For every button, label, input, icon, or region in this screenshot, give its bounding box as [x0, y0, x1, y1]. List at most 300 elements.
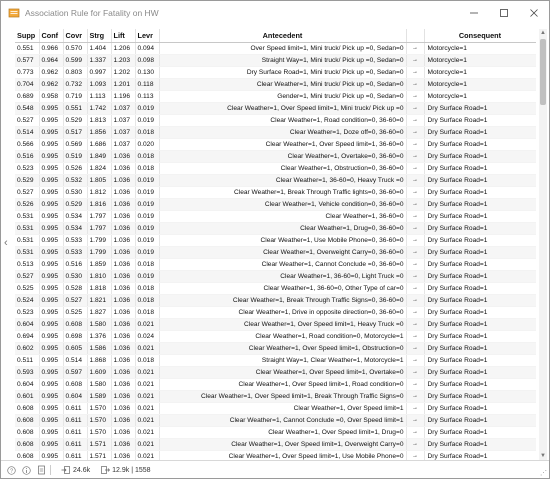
table-row[interactable]: [15, 403, 536, 415]
cell-conf: 0.995: [39, 259, 63, 271]
cell-lift: 1.202: [111, 67, 135, 79]
cell-levr: 0.021: [135, 451, 159, 461]
table-row[interactable]: [15, 379, 536, 391]
arrow-icon: →: [406, 427, 424, 439]
cell-strg: 1.797: [87, 211, 111, 223]
table-row[interactable]: [15, 55, 536, 67]
cell-lift: 1.036: [111, 163, 135, 175]
cell-strg: 1.580: [87, 319, 111, 331]
table-row[interactable]: [15, 367, 536, 379]
cell-supp: 0.511: [15, 355, 39, 367]
cell-levr: 0.019: [135, 175, 159, 187]
cell-covr: 0.611: [63, 415, 87, 427]
cell-strg: 1.813: [87, 115, 111, 127]
cell-levr: 0.019: [135, 235, 159, 247]
rules-table-container: [15, 29, 536, 460]
cell-consequent: Dry Surface Road=1: [424, 115, 536, 127]
cell-supp: 0.608: [15, 451, 39, 461]
info-icon[interactable]: [22, 466, 31, 475]
column-header-lift[interactable]: Lift: [111, 29, 135, 43]
cell-lift: 1.036: [111, 187, 135, 199]
arrow-icon: →: [406, 91, 424, 103]
cell-levr: 0.021: [135, 319, 159, 331]
cell-levr: 0.021: [135, 379, 159, 391]
cell-lift: 1.036: [111, 295, 135, 307]
cell-antecedent: Clear Weather=1, Break Through Traffic Signs=0, 36-60=0: [159, 295, 406, 307]
table-row[interactable]: [15, 355, 536, 367]
cell-levr: 0.021: [135, 427, 159, 439]
cell-levr: 0.019: [135, 211, 159, 223]
table-row[interactable]: [15, 451, 536, 461]
cell-strg: 1.571: [87, 451, 111, 461]
arrow-icon: →: [406, 175, 424, 187]
input-icon: [61, 465, 71, 475]
cell-supp: 0.704: [15, 79, 39, 91]
cell-conf: 0.995: [39, 199, 63, 211]
cell-levr: 0.018: [135, 163, 159, 175]
cell-consequent: Dry Surface Road=1: [424, 451, 536, 461]
arrow-icon: →: [406, 271, 424, 283]
arrow-icon: →: [406, 211, 424, 223]
arrow-icon: →: [406, 415, 424, 427]
cell-consequent: Dry Surface Road=1: [424, 367, 536, 379]
cell-lift: 1.036: [111, 427, 135, 439]
cell-antecedent: Clear Weather=1, Over Speed limit=1, 36-60=0: [159, 139, 406, 151]
cell-supp: 0.601: [15, 391, 39, 403]
status-separator: [50, 465, 51, 475]
cell-strg: 1.376: [87, 331, 111, 343]
cell-strg: 1.810: [87, 271, 111, 283]
cell-levr: 0.019: [135, 199, 159, 211]
cell-levr: 0.018: [135, 259, 159, 271]
table-row[interactable]: [15, 91, 536, 103]
cell-lift: 1.036: [111, 175, 135, 187]
cell-covr: 0.719: [63, 91, 87, 103]
scroll-up-icon[interactable]: ▲: [540, 30, 546, 36]
cell-supp: 0.604: [15, 319, 39, 331]
cell-antecedent: Clear Weather=1, 36-60=0, Light Truck =0: [159, 271, 406, 283]
cell-levr: 0.118: [135, 79, 159, 91]
cell-levr: 0.019: [135, 271, 159, 283]
table-row[interactable]: [15, 115, 536, 127]
cell-supp: 0.602: [15, 343, 39, 355]
arrow-icon: →: [406, 451, 424, 461]
table-row[interactable]: [15, 271, 536, 283]
cell-conf: 0.995: [39, 415, 63, 427]
cell-antecedent: Clear Weather=1, Over Speed limit=1, Drug=0: [159, 427, 406, 439]
cell-covr: 0.525: [63, 307, 87, 319]
cell-strg: 1.570: [87, 415, 111, 427]
cell-antecedent: Clear Weather=1, Use Mobile Phone=0, 36-60=0: [159, 235, 406, 247]
cell-covr: 0.569: [63, 139, 87, 151]
cell-conf: 0.995: [39, 163, 63, 175]
cell-antecedent: Clear Weather=1, Drug=0, 36-60=0: [159, 223, 406, 235]
cell-supp: 0.525: [15, 283, 39, 295]
cell-antecedent: Clear Weather=1, Road condition=0, 36-60=0: [159, 115, 406, 127]
cell-levr: 0.019: [135, 115, 159, 127]
cell-supp: 0.531: [15, 235, 39, 247]
cell-lift: 1.036: [111, 319, 135, 331]
cell-lift: 1.036: [111, 151, 135, 163]
cell-lift: 1.036: [111, 247, 135, 259]
cell-antecedent: Clear Weather=1, Vehicle condition=0, 36-60=0: [159, 199, 406, 211]
column-header-antecedent[interactable]: Antecedent: [159, 29, 406, 43]
cell-covr: 0.528: [63, 283, 87, 295]
rules-table: [15, 29, 536, 460]
cell-consequent: Dry Surface Road=1: [424, 187, 536, 199]
cell-covr: 0.532: [63, 175, 87, 187]
cell-lift: 1.196: [111, 91, 135, 103]
cell-antecedent: Clear Weather=1, Cannot Conclude =0, 36-60=0: [159, 259, 406, 271]
cell-covr: 0.530: [63, 187, 87, 199]
cell-levr: 0.019: [135, 247, 159, 259]
arrow-icon: →: [406, 391, 424, 403]
table-row[interactable]: [15, 247, 536, 259]
table-row[interactable]: [15, 427, 536, 439]
cell-supp: 0.689: [15, 91, 39, 103]
cell-supp: 0.548: [15, 103, 39, 115]
cell-strg: 1.816: [87, 199, 111, 211]
table-row[interactable]: [15, 391, 536, 403]
arrow-icon: →: [406, 379, 424, 391]
cell-covr: 0.516: [63, 259, 87, 271]
column-header-consequent[interactable]: Consequent: [424, 29, 536, 43]
arrow-icon: →: [406, 403, 424, 415]
cell-covr: 0.732: [63, 79, 87, 91]
table-row[interactable]: [15, 343, 536, 355]
cell-levr: 0.019: [135, 223, 159, 235]
arrow-icon: →: [406, 79, 424, 91]
cell-covr: 0.599: [63, 55, 87, 67]
cell-strg: 1.570: [87, 427, 111, 439]
cell-covr: 0.611: [63, 439, 87, 451]
table-row[interactable]: [15, 211, 536, 223]
cell-conf: 0.962: [39, 67, 63, 79]
column-header-levr[interactable]: Levr: [135, 29, 159, 43]
table-row[interactable]: [15, 259, 536, 271]
cell-conf: 0.995: [39, 151, 63, 163]
cell-antecedent: Clear Weather=1, Over Speed limit=1, Road condition=0: [159, 379, 406, 391]
cell-supp: 0.608: [15, 439, 39, 451]
cell-lift: 1.037: [111, 127, 135, 139]
cell-covr: 0.534: [63, 223, 87, 235]
cell-conf: 0.966: [39, 43, 63, 55]
table-row[interactable]: [15, 67, 536, 79]
cell-lift: 1.036: [111, 403, 135, 415]
cell-covr: 0.698: [63, 331, 87, 343]
cell-conf: 0.995: [39, 307, 63, 319]
cell-strg: 1.570: [87, 403, 111, 415]
table-row[interactable]: [15, 199, 536, 211]
cell-covr: 0.604: [63, 391, 87, 403]
cell-strg: 1.686: [87, 139, 111, 151]
table-row[interactable]: [15, 163, 536, 175]
cell-supp: 0.513: [15, 259, 39, 271]
cell-lift: 1.036: [111, 379, 135, 391]
table-row[interactable]: [15, 187, 536, 199]
svg-text:?: ?: [9, 468, 14, 474]
cell-covr: 0.519: [63, 151, 87, 163]
cell-levr: 0.021: [135, 343, 159, 355]
cell-conf: 0.995: [39, 427, 63, 439]
arrow-icon: →: [406, 67, 424, 79]
collapse-panel-icon[interactable]: ‹: [4, 237, 8, 249]
cell-lift: 1.037: [111, 103, 135, 115]
cell-consequent: Dry Surface Road=1: [424, 439, 536, 451]
cell-levr: 0.021: [135, 403, 159, 415]
table-row[interactable]: [15, 139, 536, 151]
cell-lift: 1.036: [111, 331, 135, 343]
cell-consequent: Motorcycle=1: [424, 43, 536, 55]
cell-levr: 0.021: [135, 439, 159, 451]
cell-antecedent: Clear Weather=1, Drive in opposite direction=0, 36-60=0: [159, 307, 406, 319]
cell-consequent: Motorcycle=1: [424, 79, 536, 91]
cell-antecedent: Straight Way=1, Clear Weather=1, Motorcycle=1: [159, 355, 406, 367]
help-icon[interactable]: [7, 466, 16, 475]
cell-antecedent: Straight Way=1, Mini truck/ Pick up =0, Sedan=0: [159, 55, 406, 67]
cell-covr: 0.570: [63, 43, 87, 55]
cell-levr: 0.094: [135, 43, 159, 55]
maximize-button[interactable]: [489, 1, 519, 25]
table-row[interactable]: [15, 307, 536, 319]
table-row[interactable]: [15, 331, 536, 343]
cell-levr: 0.019: [135, 103, 159, 115]
cell-antecedent: Clear Weather=1, Doze off=0, 36-60=0: [159, 127, 406, 139]
cell-covr: 0.514: [63, 355, 87, 367]
cell-conf: 0.995: [39, 115, 63, 127]
arrow-icon: →: [406, 295, 424, 307]
cell-supp: 0.608: [15, 403, 39, 415]
cell-strg: 1.849: [87, 151, 111, 163]
table-row[interactable]: [15, 79, 536, 91]
cell-lift: 1.036: [111, 415, 135, 427]
cell-conf: 0.995: [39, 223, 63, 235]
cell-consequent: Dry Surface Road=1: [424, 343, 536, 355]
cell-strg: 1.799: [87, 247, 111, 259]
cell-antecedent: Over Speed limit=1, Mini truck/ Pick up =0, Sedan=0: [159, 43, 406, 55]
cell-covr: 0.533: [63, 247, 87, 259]
cell-consequent: Dry Surface Road=1: [424, 319, 536, 331]
cell-supp: 0.531: [15, 211, 39, 223]
cell-conf: 0.995: [39, 139, 63, 151]
scroll-down-icon[interactable]: ▼: [540, 453, 546, 459]
table-row[interactable]: [15, 319, 536, 331]
cell-covr: 0.529: [63, 115, 87, 127]
cell-consequent: Dry Surface Road=1: [424, 103, 536, 115]
cell-strg: 1.805: [87, 175, 111, 187]
cell-supp: 0.527: [15, 187, 39, 199]
cell-strg: 1.868: [87, 355, 111, 367]
table-row[interactable]: [15, 295, 536, 307]
arrow-icon: →: [406, 259, 424, 271]
cell-consequent: Dry Surface Road=1: [424, 139, 536, 151]
cell-supp: 0.566: [15, 139, 39, 151]
arrow-icon: →: [406, 199, 424, 211]
cell-lift: 1.203: [111, 55, 135, 67]
cell-supp: 0.531: [15, 223, 39, 235]
cell-conf: 0.995: [39, 283, 63, 295]
cell-levr: 0.018: [135, 307, 159, 319]
output-size: 12.9k | 1558: [112, 466, 151, 474]
cell-antecedent: Gender=1, Mini truck/ Pick up =0, Sedan=0: [159, 91, 406, 103]
cell-strg: 1.799: [87, 235, 111, 247]
minimize-button[interactable]: [459, 1, 489, 25]
cell-levr: 0.019: [135, 187, 159, 199]
cell-antecedent: Clear Weather=1, Road condition=0, Motorcycle=1: [159, 331, 406, 343]
column-header-covr[interactable]: Covr: [63, 29, 87, 43]
table-row[interactable]: [15, 175, 536, 187]
cell-lift: 1.036: [111, 235, 135, 247]
cell-antecedent: Clear Weather=1, Obstruction=0, 36-60=0: [159, 163, 406, 175]
cell-antecedent: Clear Weather=1, Over Speed limit=1, Overweight Carry=0: [159, 439, 406, 451]
cell-lift: 1.036: [111, 271, 135, 283]
cell-supp: 0.551: [15, 43, 39, 55]
arrow-icon: →: [406, 439, 424, 451]
table-row[interactable]: [15, 439, 536, 451]
cell-covr: 0.611: [63, 427, 87, 439]
cell-supp: 0.524: [15, 295, 39, 307]
cell-lift: 1.036: [111, 199, 135, 211]
cell-antecedent: Clear Weather=1, 36-60=0, Heavy Truck =0: [159, 175, 406, 187]
cell-levr: 0.018: [135, 355, 159, 367]
cell-covr: 0.534: [63, 211, 87, 223]
cell-antecedent: Clear Weather=1, Over Speed limit=1: [159, 403, 406, 415]
cell-consequent: Dry Surface Road=1: [424, 259, 536, 271]
cell-levr: 0.020: [135, 139, 159, 151]
cell-antecedent: Clear Weather=1, Over Speed limit=1, Mini truck/ Pick up =0: [159, 103, 406, 115]
cell-antecedent: Clear Weather=1, Over Speed limit=1, Overtake=0: [159, 367, 406, 379]
cell-antecedent: Clear Weather=1, Mini truck/ Pick up =0, Sedan=0: [159, 79, 406, 91]
cell-consequent: Dry Surface Road=1: [424, 415, 536, 427]
cell-consequent: Motorcycle=1: [424, 55, 536, 67]
cell-conf: 0.995: [39, 175, 63, 187]
cell-conf: 0.995: [39, 403, 63, 415]
arrow-icon: →: [406, 331, 424, 343]
cell-supp: 0.514: [15, 127, 39, 139]
cell-covr: 0.608: [63, 379, 87, 391]
cell-lift: 1.036: [111, 211, 135, 223]
arrow-icon: →: [406, 139, 424, 151]
table-row[interactable]: [15, 415, 536, 427]
cell-strg: 1.337: [87, 55, 111, 67]
cell-consequent: Dry Surface Road=1: [424, 403, 536, 415]
scroll-thumb[interactable]: [540, 39, 546, 105]
cell-strg: 1.113: [87, 91, 111, 103]
cell-covr: 0.533: [63, 235, 87, 247]
cell-conf: 0.995: [39, 343, 63, 355]
cell-consequent: Motorcycle=1: [424, 67, 536, 79]
column-header-strg[interactable]: Strg: [87, 29, 111, 43]
cell-conf: 0.995: [39, 439, 63, 451]
arrow-icon: →: [406, 163, 424, 175]
cell-conf: 0.962: [39, 79, 63, 91]
cell-conf: 0.995: [39, 367, 63, 379]
cell-covr: 0.611: [63, 451, 87, 461]
arrow-icon: →: [406, 187, 424, 199]
cell-levr: 0.018: [135, 283, 159, 295]
arrow-icon: →: [406, 103, 424, 115]
column-header-supp[interactable]: Supp: [15, 29, 39, 43]
cell-levr: 0.098: [135, 55, 159, 67]
arrow-icon: →: [406, 307, 424, 319]
app-icon: [8, 7, 20, 19]
cell-consequent: Dry Surface Road=1: [424, 427, 536, 439]
cell-consequent: Dry Surface Road=1: [424, 127, 536, 139]
cell-covr: 0.530: [63, 271, 87, 283]
arrow-icon: →: [406, 283, 424, 295]
cell-consequent: Dry Surface Road=1: [424, 379, 536, 391]
cell-consequent: Motorcycle=1: [424, 91, 536, 103]
cell-strg: 1.827: [87, 307, 111, 319]
cell-supp: 0.531: [15, 247, 39, 259]
table-row[interactable]: [15, 103, 536, 115]
cell-lift: 1.201: [111, 79, 135, 91]
resize-grip-icon[interactable]: ⋰: [540, 470, 547, 477]
cell-antecedent: Clear Weather=1, Over Speed limit=1, Break Through Traffic Signs=0: [159, 391, 406, 403]
column-header-conf[interactable]: Conf: [39, 29, 63, 43]
cell-conf: 0.995: [39, 391, 63, 403]
cell-supp: 0.523: [15, 163, 39, 175]
table-row[interactable]: [15, 235, 536, 247]
cell-levr: 0.018: [135, 127, 159, 139]
cell-conf: 0.995: [39, 127, 63, 139]
cell-covr: 0.803: [63, 67, 87, 79]
cell-consequent: Dry Surface Road=1: [424, 355, 536, 367]
vertical-scrollbar[interactable]: [539, 29, 547, 460]
cell-consequent: Dry Surface Road=1: [424, 295, 536, 307]
table-row[interactable]: [15, 223, 536, 235]
table-row[interactable]: [15, 43, 536, 55]
cell-antecedent: Clear Weather=1, Over Speed limit=1, Obstruction=0: [159, 343, 406, 355]
cell-lift: 1.036: [111, 223, 135, 235]
input-size: 24.6k: [73, 466, 91, 474]
table-row[interactable]: [15, 283, 536, 295]
arrow-icon: →: [406, 43, 424, 55]
cell-antecedent: Clear Weather=1, Over Speed limit=1, Use Mobile Phone=0: [159, 451, 406, 461]
table-row[interactable]: [15, 151, 536, 163]
arrow-icon: →: [406, 115, 424, 127]
close-button[interactable]: [519, 1, 549, 25]
rules-table-body: [15, 43, 536, 461]
cell-levr: 0.021: [135, 391, 159, 403]
cell-strg: 1.812: [87, 187, 111, 199]
table-row[interactable]: [15, 127, 536, 139]
cell-covr: 0.517: [63, 127, 87, 139]
document-icon[interactable]: [37, 465, 46, 475]
cell-strg: 1.093: [87, 79, 111, 91]
cell-supp: 0.608: [15, 427, 39, 439]
window-title: Association Rule for Fatality on HW: [25, 8, 159, 18]
cell-supp: 0.577: [15, 55, 39, 67]
cell-covr: 0.526: [63, 163, 87, 175]
cell-lift: 1.036: [111, 367, 135, 379]
cell-supp: 0.516: [15, 151, 39, 163]
cell-covr: 0.529: [63, 199, 87, 211]
cell-consequent: Dry Surface Road=1: [424, 199, 536, 211]
cell-consequent: Dry Surface Road=1: [424, 307, 536, 319]
cell-supp: 0.526: [15, 199, 39, 211]
arrow-icon: →: [406, 367, 424, 379]
cell-supp: 0.527: [15, 115, 39, 127]
cell-strg: 1.856: [87, 127, 111, 139]
cell-antecedent: Clear Weather=1, Break Through Traffic lights=0, 36-60=0: [159, 187, 406, 199]
column-header-arrow[interactable]: [406, 29, 424, 43]
cell-conf: 0.995: [39, 103, 63, 115]
cell-conf: 0.964: [39, 55, 63, 67]
cell-lift: 1.036: [111, 283, 135, 295]
cell-levr: 0.021: [135, 415, 159, 427]
cell-strg: 1.821: [87, 295, 111, 307]
